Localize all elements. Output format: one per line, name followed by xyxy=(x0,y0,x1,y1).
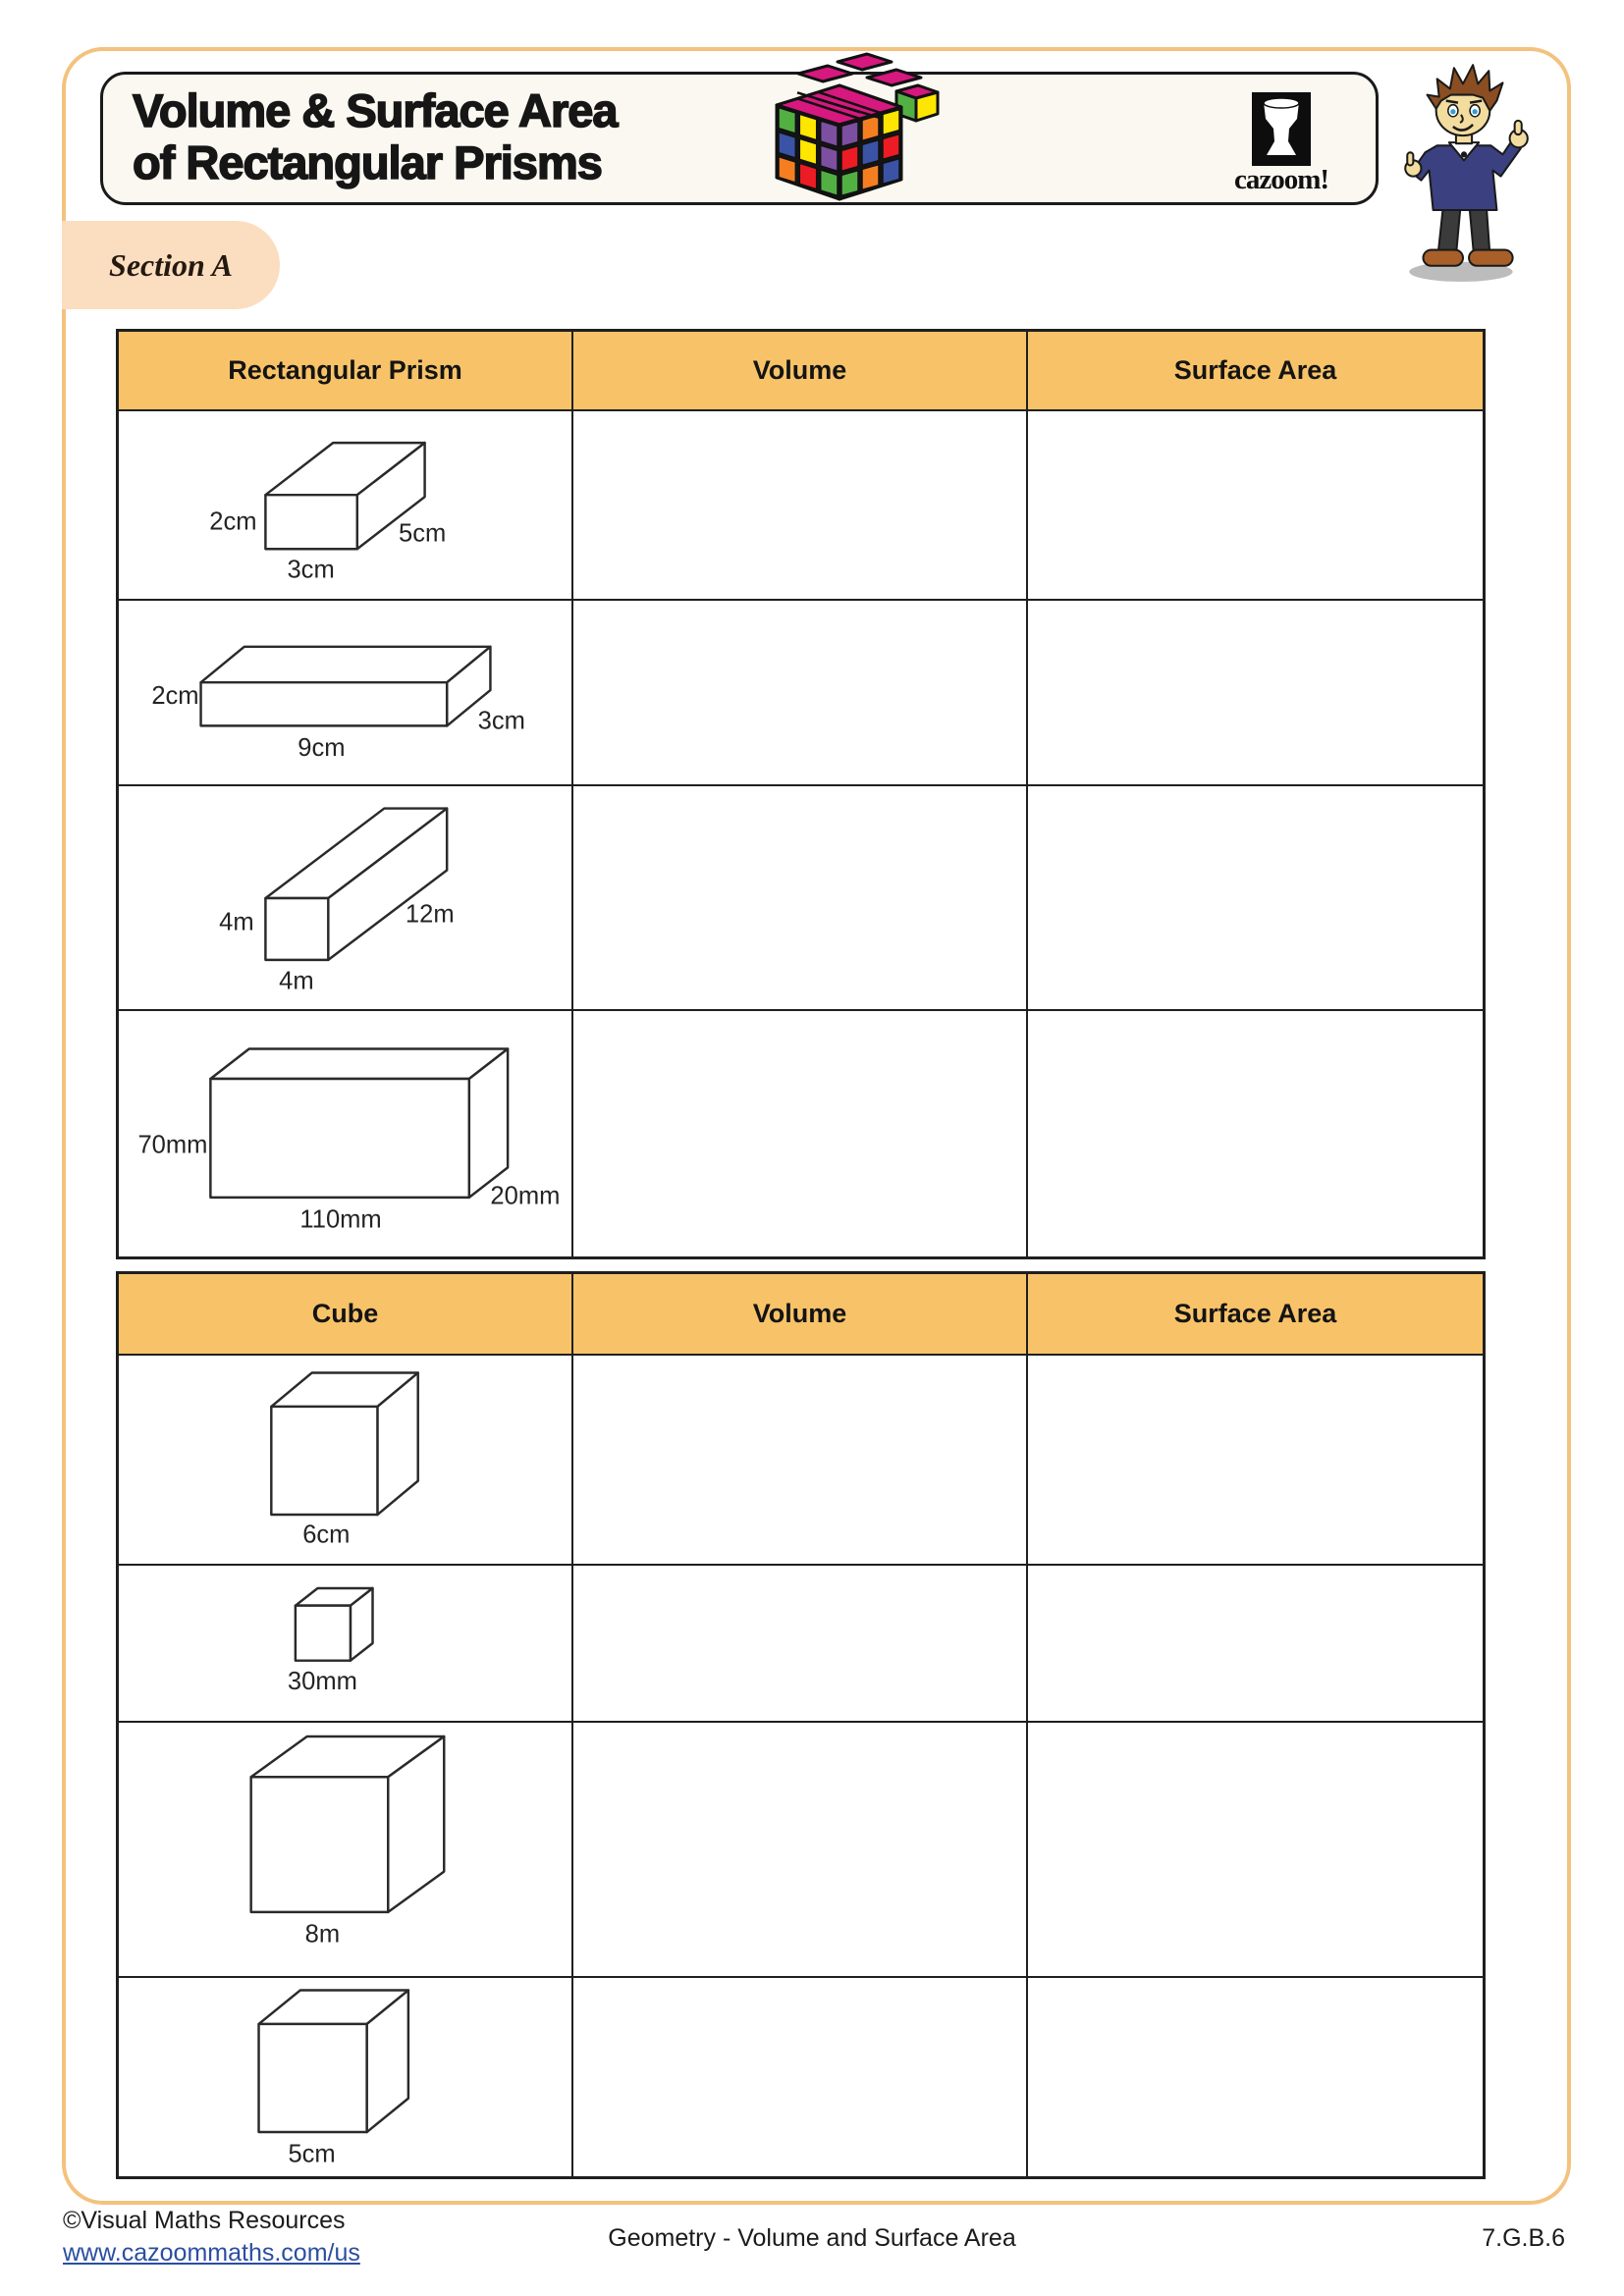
cube3-side-label: 8m xyxy=(304,1920,341,1949)
footer-website-link[interactable]: www.cazoommaths.com/us xyxy=(63,2239,360,2267)
drum-icon xyxy=(1252,92,1311,166)
prism4-volume-answer-cell xyxy=(573,1011,1028,1256)
cube1-volume-answer-cell xyxy=(573,1356,1028,1566)
cube4-volume-answer-cell xyxy=(573,1978,1028,2176)
prism1-volume-answer-cell xyxy=(573,411,1028,601)
prism2-width-label: 9cm xyxy=(298,733,346,762)
cube-figure-2 xyxy=(119,1566,573,1723)
page-title xyxy=(133,84,618,188)
cazoom-brand-text: cazoom! xyxy=(1233,164,1329,195)
prism-figure-3 xyxy=(119,786,573,1011)
prism1-surface-area-answer-cell xyxy=(1028,411,1483,601)
prism-figure-4 xyxy=(119,1011,573,1256)
prism-figure-2 xyxy=(119,601,573,786)
page-title-line2: of Rectangular Prisms xyxy=(133,136,602,188)
prism-table xyxy=(116,329,1486,1259)
cube2-side-label: 30mm xyxy=(287,1668,357,1696)
prism2-depth-label: 3cm xyxy=(477,707,525,735)
prism4-width-label: 110mm xyxy=(299,1205,382,1234)
prism1-height-label: 2cm xyxy=(209,507,257,536)
footer-copyright: ©Visual Maths Resources xyxy=(63,2207,346,2234)
prism3-depth-label: 12m xyxy=(405,900,455,929)
cube1-surface-area-answer-cell xyxy=(1028,1356,1483,1566)
prism-figure-1 xyxy=(119,411,573,601)
cube4-side-label: 5cm xyxy=(288,2140,336,2168)
prism3-width-label: 4m xyxy=(279,967,314,995)
prism3-volume-answer-cell xyxy=(573,786,1028,1011)
prism1-width-label: 3cm xyxy=(287,556,335,584)
prism-table-header-shape: Rectangular Prism xyxy=(119,332,573,411)
cube-table-header-surface-area: Surface Area xyxy=(1028,1274,1483,1356)
cube2-surface-area-answer-cell xyxy=(1028,1566,1483,1723)
cube-figure-1 xyxy=(119,1356,573,1566)
prism2-surface-area-answer-cell xyxy=(1028,601,1483,786)
footer-subject: Geometry - Volume and Surface Area xyxy=(608,2224,1016,2252)
cube-table-header-shape: Cube xyxy=(119,1274,573,1356)
page-title-line1: Volume & Surface Area xyxy=(133,84,618,136)
cazoom-logo xyxy=(1222,92,1340,196)
section-a-pill xyxy=(62,221,280,309)
rubiks-cube-icon xyxy=(749,44,941,216)
prism2-volume-answer-cell xyxy=(573,601,1028,786)
cube-figure-3 xyxy=(119,1723,573,1978)
header-title-box xyxy=(100,72,1379,205)
cube-table xyxy=(116,1271,1486,2179)
prism4-surface-area-answer-cell xyxy=(1028,1011,1483,1256)
cube-table-header-volume: Volume xyxy=(573,1274,1028,1356)
prism2-height-label: 2cm xyxy=(151,681,199,710)
prism4-depth-label: 20mm xyxy=(490,1182,561,1210)
footer-standard-code: 7.G.B.6 xyxy=(1482,2224,1565,2252)
cube-figure-4 xyxy=(119,1978,573,2176)
cube2-volume-answer-cell xyxy=(573,1566,1028,1723)
cube3-surface-area-answer-cell xyxy=(1028,1723,1483,1978)
prism-table-header-surface-area: Surface Area xyxy=(1028,332,1483,411)
prism3-height-label: 4m xyxy=(219,908,254,936)
cube4-surface-area-answer-cell xyxy=(1028,1978,1483,2176)
boy-mascot-icon xyxy=(1389,51,1539,285)
cube1-side-label: 6cm xyxy=(302,1521,351,1549)
prism3-surface-area-answer-cell xyxy=(1028,786,1483,1011)
prism4-height-label: 70mm xyxy=(137,1131,208,1159)
prism1-depth-label: 5cm xyxy=(399,519,447,548)
section-label: Section A xyxy=(109,246,233,283)
cube3-volume-answer-cell xyxy=(573,1723,1028,1978)
prism-table-header-volume: Volume xyxy=(573,332,1028,411)
